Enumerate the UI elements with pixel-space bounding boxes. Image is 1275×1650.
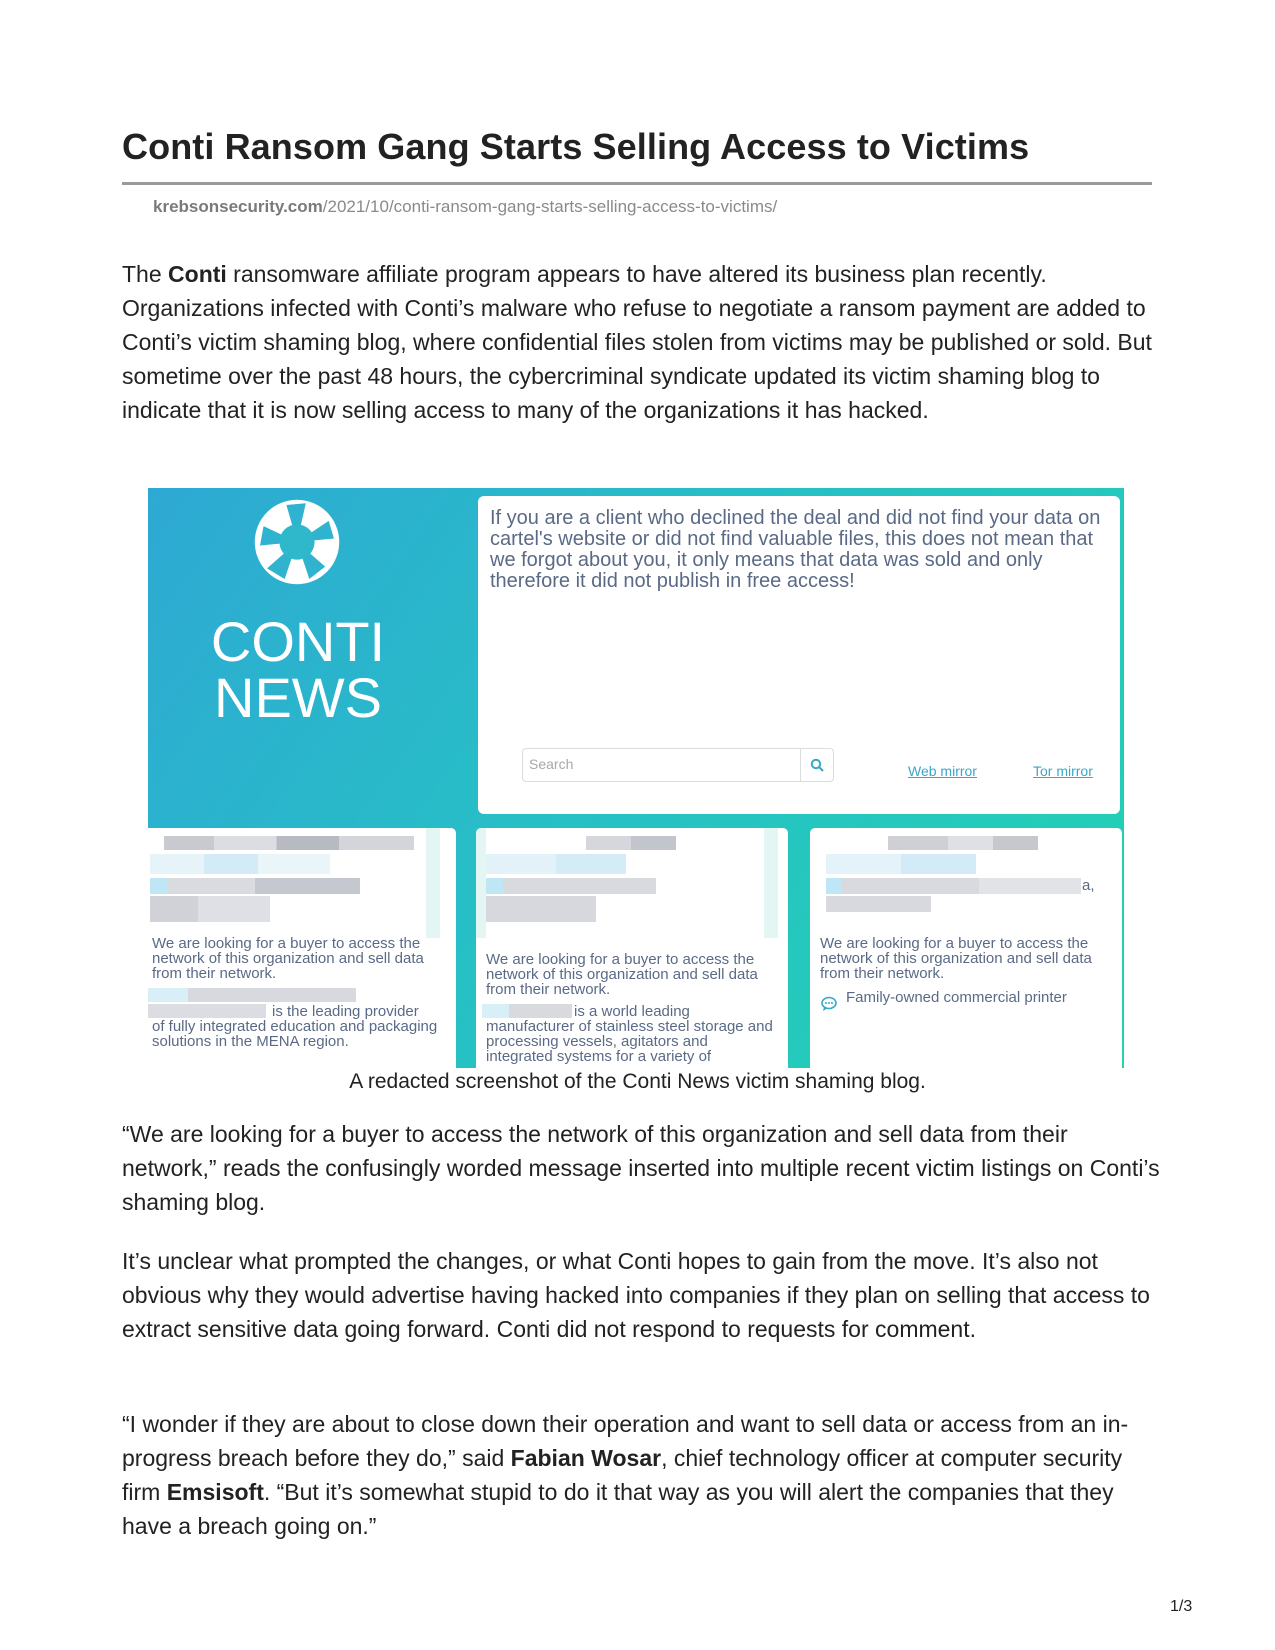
card-description-line: is the leading provider <box>272 1003 419 1020</box>
paragraph-unclear: It’s unclear what prompted the changes, or what Conti hopes to gain from the move. It’s also not obvious why they would advertise having hacked into companies if they plan on selling that access to extract sensitive data going forward. Conti did not respond to requests for comment. <box>122 1248 1150 1342</box>
search-button[interactable] <box>800 749 833 781</box>
redacted-block <box>486 854 626 874</box>
bold-fabian-wosar: Fabian Wosar <box>510 1445 662 1471</box>
redacted-block <box>150 854 330 874</box>
victim-card-2[interactable] <box>476 828 788 1068</box>
card-description: of fully integrated education and packaging solutions in the MENA region. <box>152 1018 438 1050</box>
card-message: We are looking for a buyer to access the network of this organization and sell data from their network. <box>152 935 424 982</box>
redacted-company-name <box>148 1004 266 1018</box>
paragraph-quote: “We are looking for a buyer to access the network of this organization and sell data from their network,” reads the confusingly worded message inserted into multiple recent victim listings on Conti’s shaming blog. <box>122 1121 1160 1215</box>
search-box <box>522 748 834 782</box>
redacted-block <box>826 878 1081 894</box>
card-description-line: Family-owned commercial printer <box>846 989 1067 1006</box>
redacted-block <box>826 854 976 874</box>
bold-conti: Conti <box>168 261 227 287</box>
redacted-company-name <box>148 988 356 1002</box>
victim-card-1[interactable] <box>148 828 456 1068</box>
aperture-logo-icon <box>253 498 341 586</box>
redacted-title-block <box>164 836 414 850</box>
redacted-block <box>150 896 270 922</box>
redacted-edge <box>426 828 440 938</box>
title-divider <box>122 182 1152 185</box>
redacted-block <box>826 896 931 912</box>
redacted-edge <box>764 828 778 938</box>
paragraph-wosar: “I wonder if they are about to close down their operation and want to sell data or access from an in-progress breach before they do,” said Fabian Wosar, chief technology officer at computer security firm Emsisoft. “But it’s somewhat stupid to do it that way as you will alert the companies that they have a breach going on.” <box>122 1411 1129 1539</box>
chat-bubble-icon <box>820 996 838 1012</box>
page-number: 1/3 <box>1170 1598 1193 1615</box>
conti-news-screenshot <box>148 488 1124 1068</box>
card-description: manufacturer of stainless steel storage and processing vessels, agitators and integrated systems for a variety of <box>486 1018 773 1065</box>
tor-mirror-link[interactable]: Tor mirror <box>1033 763 1093 779</box>
redacted-company-name <box>482 1004 572 1018</box>
redacted-block <box>486 878 656 894</box>
figure-caption: A redacted screenshot of the Conti News victim shaming blog. <box>349 1070 926 1093</box>
card-message: We are looking for a buyer to access the network of this organization and sell data from their network. <box>486 951 758 998</box>
web-mirror-link[interactable]: Web mirror <box>908 763 977 779</box>
notice-panel <box>478 496 1120 814</box>
redacted-block <box>150 878 360 894</box>
redacted-edge <box>476 828 486 938</box>
card-trailing-text: a, <box>1082 877 1095 894</box>
card-message: We are looking for a buyer to access the network of this organization and sell data from their network. <box>820 935 1092 982</box>
paragraph-intro: The Conti ransomware affiliate program appears to have altered its business plan recently. Organizations infected with Conti’s malware who refuse to negotiate a ransom payment are added to Conti’s victim shaming blog, where confidential files stolen from victims may be published or sold. But sometime over the past 48 hours, the cybercriminal syndicate updated its victim shaming blog to indicate that it is now selling access to many of the organizations it has hacked. <box>122 261 1152 423</box>
source-url[interactable] <box>153 197 777 217</box>
url-path: /2021/10/conti-ransom-gang-starts-selling-access-to-victims/ <box>322 197 778 216</box>
notice-text: If you are a client who declined the deal and did not find your data on cartel's website or did not find valuable files, this does not mean that we forgot about you, it only means that data was sold and only therefore it did not publish in free access! <box>490 507 1101 592</box>
redacted-title-block <box>888 836 1038 850</box>
url-domain: krebsonsecurity.com <box>153 197 323 216</box>
article-title: Conti Ransom Gang Starts Selling Access to Victims <box>122 126 1030 167</box>
search-input[interactable] <box>523 749 799 779</box>
redacted-title-block <box>586 836 676 850</box>
search-icon <box>810 758 824 772</box>
conti-news-brand: CONTI NEWS <box>210 610 386 729</box>
bold-emsisoft: Emsisoft <box>166 1479 264 1505</box>
card-description-line: is a world leading <box>574 1003 690 1020</box>
redacted-block <box>486 896 596 922</box>
victim-card-3[interactable] <box>810 828 1122 1068</box>
